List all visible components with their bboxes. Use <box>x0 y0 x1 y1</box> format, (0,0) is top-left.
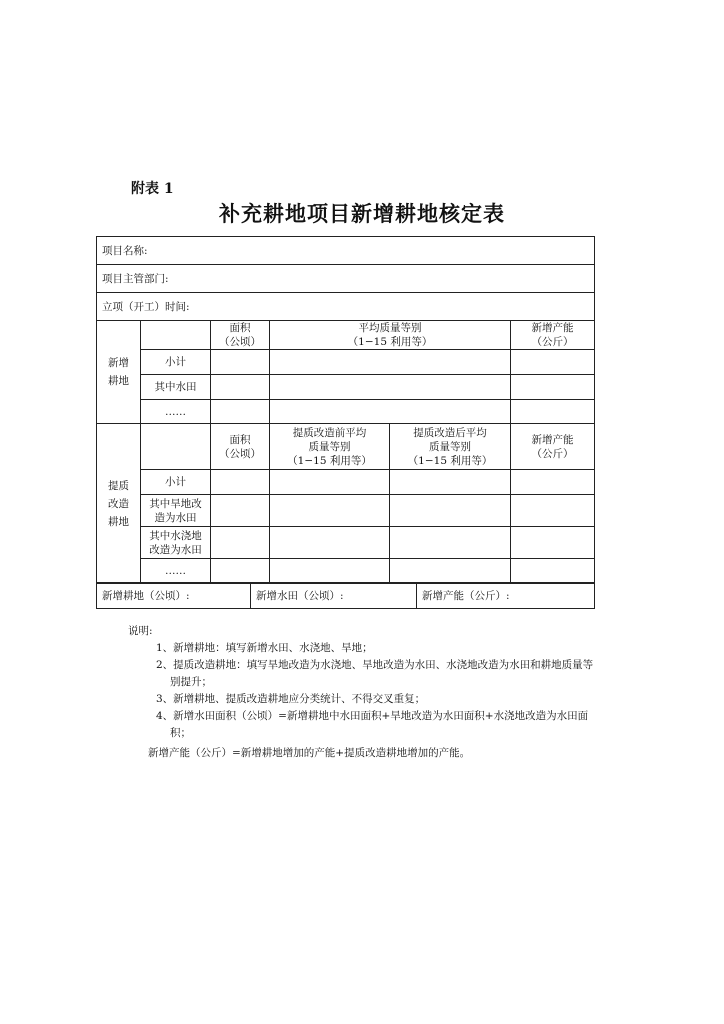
row-label-dry-to-paddy <box>141 495 211 527</box>
table-cell[interactable] <box>270 350 511 375</box>
table-cell[interactable] <box>211 495 270 527</box>
quality-before-header <box>270 424 390 470</box>
row-label-line: 改造为水田 <box>149 543 202 556</box>
table-cell[interactable] <box>211 559 270 584</box>
quality-header <box>270 321 511 350</box>
new-land-section-label <box>97 321 141 424</box>
capacity-header <box>511 321 595 350</box>
summary-new-paddy[interactable]: 新增水田（公顷）: <box>251 583 417 609</box>
header-line: （公顷） <box>219 447 261 460</box>
table-cell[interactable] <box>511 375 595 400</box>
start-time-field[interactable]: 立项（开工）时间: <box>97 293 595 321</box>
department-field[interactable]: 项目主管部门: <box>97 265 595 293</box>
header-line: （1−15 利用等） <box>347 336 433 348</box>
note-item: 4、新增水田面积（公顷）=新增耕地中水田面积+旱地改造为水田面积+水浇地改造为水田面积； <box>156 710 589 739</box>
header-line: 平均质量等别 <box>358 322 422 334</box>
table-cell[interactable] <box>390 495 511 527</box>
table-cell[interactable] <box>511 495 595 527</box>
new-land-label-line: 新增 <box>108 357 129 369</box>
table-cell[interactable] <box>511 350 595 375</box>
improved-land-label-line: 提质 <box>108 479 129 492</box>
table-cell[interactable] <box>270 375 511 400</box>
table-cell[interactable] <box>390 527 511 559</box>
header-line: 新增产能 <box>531 433 574 446</box>
table-cell[interactable] <box>211 375 270 400</box>
table-cell[interactable] <box>211 470 270 495</box>
row-label-irrigated-to-paddy <box>141 527 211 559</box>
row-label-subtotal: 小计 <box>141 350 211 375</box>
summary-new-land[interactable]: 新增耕地（公顷）: <box>97 583 251 609</box>
project-name-field[interactable]: 项目名称: <box>97 237 595 265</box>
header-line: 面积 <box>229 433 251 446</box>
header-line: 面积 <box>229 322 251 334</box>
table-cell[interactable] <box>390 559 511 584</box>
verification-table <box>96 236 595 584</box>
area-header <box>211 424 270 470</box>
header-line: （公顷） <box>219 336 261 348</box>
table-cell[interactable] <box>511 470 595 495</box>
header-line: （1−15 利用等） <box>407 454 493 467</box>
table-cell[interactable] <box>511 559 595 584</box>
table-cell[interactable] <box>270 470 390 495</box>
quality-after-header <box>390 424 511 470</box>
header-line: 提质改造前平均 <box>292 426 367 439</box>
header-line: 质量等别 <box>308 440 351 453</box>
new-land-label-line: 耕地 <box>108 375 129 387</box>
summary-new-capacity[interactable]: 新增产能（公斤）: <box>417 583 595 609</box>
notes-heading: 说明: <box>128 625 153 637</box>
row-label-more: …… <box>141 559 211 584</box>
table-cell[interactable] <box>511 400 595 424</box>
header-line: 提质改造后平均 <box>413 426 487 439</box>
row-label-more: …… <box>141 400 211 424</box>
table-cell <box>141 321 211 350</box>
page-title: 补充耕地项目新增耕地核定表 <box>219 201 505 226</box>
table-cell[interactable] <box>211 400 270 424</box>
table-cell[interactable] <box>270 495 390 527</box>
table-cell[interactable] <box>270 559 390 584</box>
appendix-label: 附表 1 <box>131 181 174 197</box>
row-label-paddy: 其中水田 <box>141 375 211 400</box>
header-line: （公斤） <box>531 336 574 348</box>
table-cell[interactable] <box>511 527 595 559</box>
area-header <box>211 321 270 350</box>
row-label-subtotal: 小计 <box>141 470 211 495</box>
notes-section <box>128 623 598 762</box>
improved-land-label-line: 改造 <box>108 497 129 510</box>
table-cell <box>141 424 211 470</box>
improved-land-section-label <box>97 424 141 584</box>
table-cell[interactable] <box>211 527 270 559</box>
row-label-line: 其中旱地改 <box>149 497 202 510</box>
row-label-line: 其中水浇地 <box>149 529 202 542</box>
header-line: （公斤） <box>531 447 574 460</box>
improved-land-label-line: 耕地 <box>108 515 129 528</box>
summary-table <box>96 582 595 609</box>
header-line: （1−15 利用等） <box>287 454 372 467</box>
header-line: 新增产能 <box>531 322 574 334</box>
note-item: 2、提质改造耕地：填写旱地改造为水浇地、旱地改造为水田、水浇地改造为水田和耕地质量等别提升； <box>156 659 594 688</box>
row-label-line: 造为水田 <box>154 511 197 524</box>
table-cell[interactable] <box>390 470 511 495</box>
table-cell[interactable] <box>211 350 270 375</box>
table-cell[interactable] <box>270 400 511 424</box>
note-item: 3、新增耕地、提质改造耕地应分类统计、不得交叉重复； <box>156 693 426 705</box>
note-item: 1、新增耕地：填写新增水田、水浇地、旱地； <box>156 642 373 654</box>
note-final: 新增产能（公斤）=新增耕地增加的产能+提质改造耕地增加的产能。 <box>148 747 471 759</box>
table-cell[interactable] <box>270 527 390 559</box>
capacity-header <box>511 424 595 470</box>
header-line: 质量等别 <box>429 440 471 453</box>
